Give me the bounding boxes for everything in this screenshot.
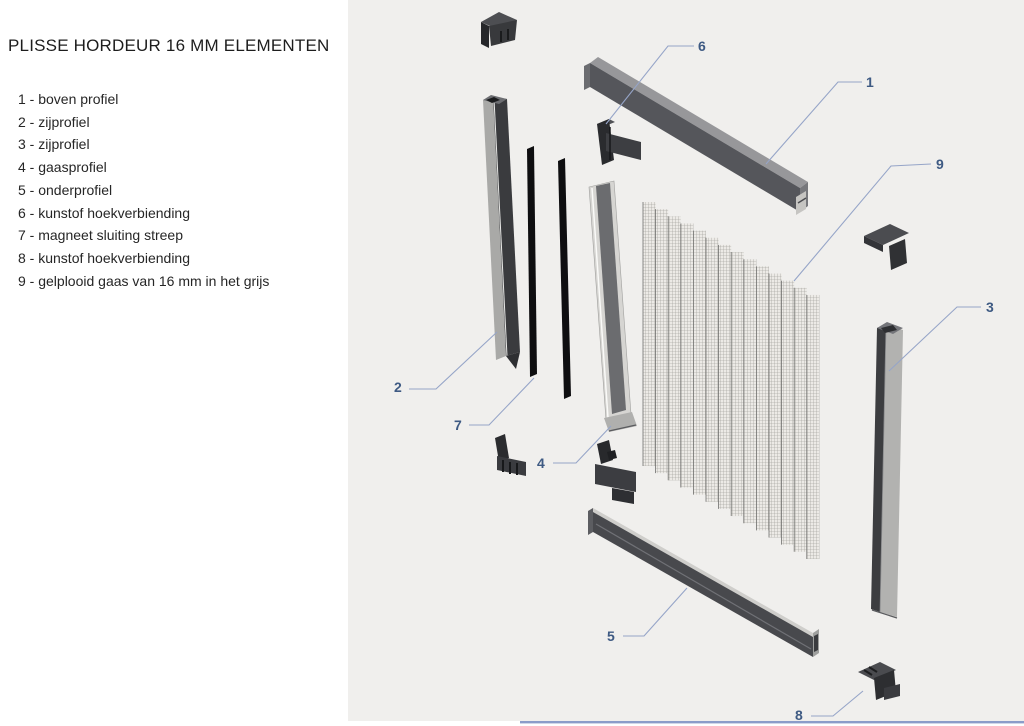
- legend-item-8: 8 - kunstof hoekverbiending: [18, 249, 190, 266]
- callout-label-2: 2: [394, 379, 402, 395]
- callout-label-8: 8: [795, 707, 803, 723]
- legend-item-1: 1 - boven profiel: [18, 91, 119, 107]
- legend-item-4: 4 - gaasprofiel: [18, 159, 107, 176]
- callout-label-6: 6: [698, 38, 706, 54]
- legend-item-3: 3 - zijprofiel: [18, 136, 90, 153]
- callout-label-3: 3: [986, 299, 994, 315]
- callout-label-7: 7: [454, 417, 462, 433]
- callout-label-9: 9: [936, 156, 944, 172]
- bottom-accent-line: [520, 721, 1024, 723]
- legend-item-9: 9 - gelplooid gaas van 16 mm in het grijs: [18, 272, 270, 289]
- legend-item-5: 5 - onderprofiel: [18, 181, 113, 198]
- legend-item-6: 6 - kunstof hoekverbiending: [18, 204, 190, 221]
- legend-item-2: 2 - zijprofiel: [18, 113, 90, 130]
- callout-label-5: 5: [607, 628, 615, 644]
- callout-label-4: 4: [537, 455, 545, 471]
- page-title: PLISSE HORDEUR 16 MM ELEMENTEN: [8, 36, 330, 55]
- legend-item-7: 7 - magneet sluiting streep: [18, 227, 183, 244]
- callout-label-1: 1: [866, 74, 874, 90]
